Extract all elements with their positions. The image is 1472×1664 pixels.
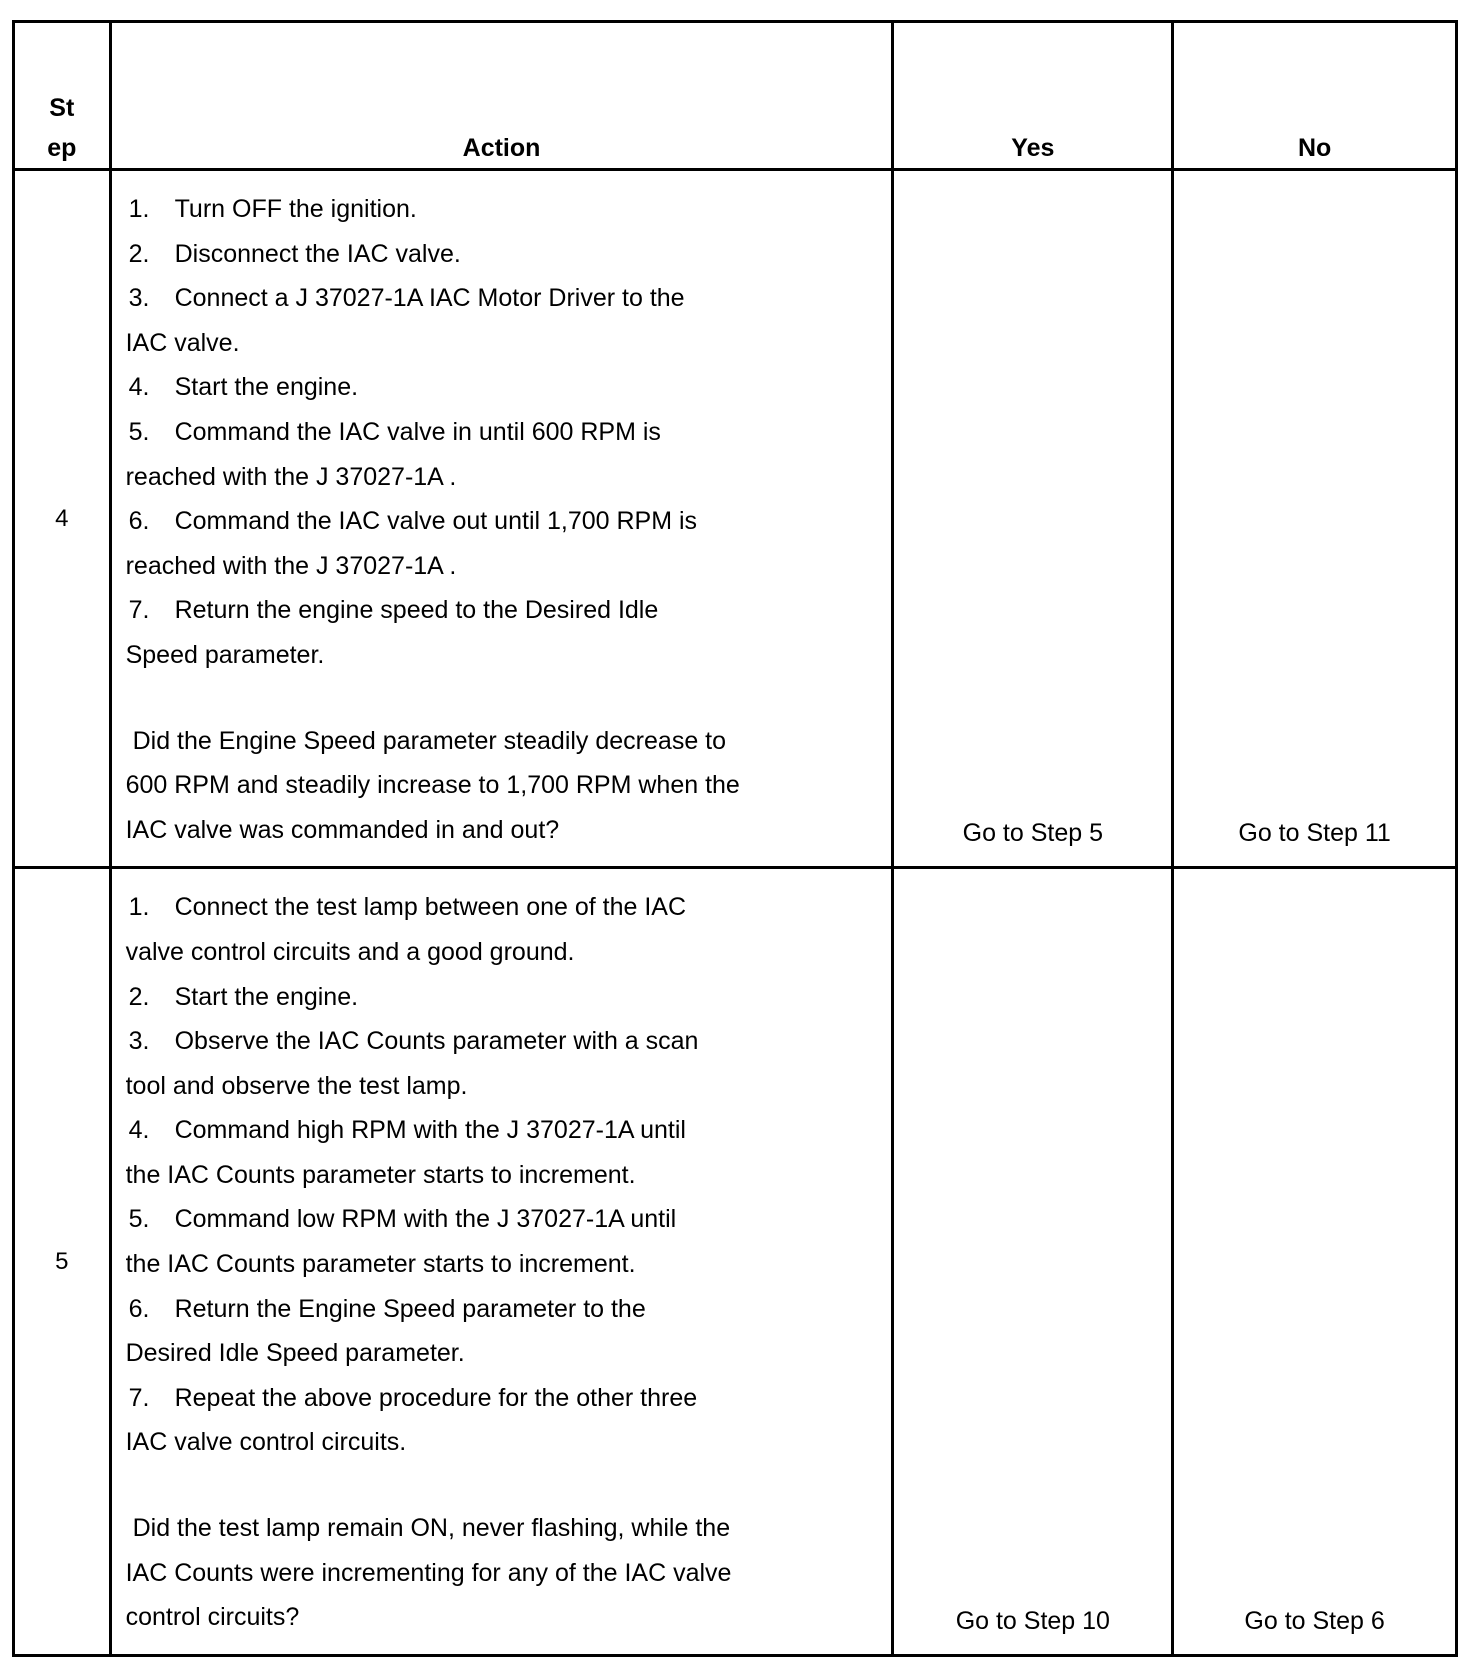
item-text-continued: IAC valve. (125, 328, 240, 357)
step-header-line1: St (49, 94, 75, 122)
list-item (126, 1019, 872, 1108)
item-text-continued: tool and observe the test lamp. (125, 1071, 468, 1100)
question-line: Did the Engine Speed parameter steadily decrease to (132, 726, 727, 755)
step-number: 4 (14, 170, 111, 868)
yes-result: Go to Step 10 (893, 868, 1173, 1656)
item-text: Command the IAC valve in until 600 RPM is (174, 417, 661, 446)
list-item (126, 1108, 872, 1197)
item-number: 2. (128, 239, 150, 268)
action-column-header: Action (110, 22, 893, 170)
item-number: 1. (128, 195, 150, 223)
question-line: IAC Counts were incrementing for any of the IAC valve (125, 1558, 732, 1587)
list-item (126, 187, 872, 232)
question-line: control circuits? (125, 1603, 300, 1632)
item-text-continued: Desired Idle Speed parameter. (125, 1339, 465, 1368)
yes-column-header: Yes (893, 22, 1173, 170)
list-item (126, 232, 872, 277)
question-line: Did the test lamp remain ON, never flashing, while the (132, 1514, 731, 1543)
item-text: Observe the IAC Counts parameter with a scan (174, 1027, 699, 1056)
action-cell (110, 868, 893, 1656)
question-line: IAC valve was commanded in and out? (125, 815, 560, 844)
no-result: Go to Step 6 (1173, 868, 1457, 1656)
item-text: Command high RPM with the J 37027-1A until (174, 1116, 686, 1145)
item-text: Connect a J 37027-1A IAC Motor Driver to the (174, 284, 685, 313)
item-number: 6. (128, 1294, 150, 1323)
item-number: 3. (128, 284, 150, 313)
no-column-header: No (1173, 22, 1457, 170)
item-text: Turn OFF the ignition. (174, 195, 417, 223)
list-item (126, 499, 872, 588)
step-number: 5 (14, 868, 111, 1656)
item-text: Return the Engine Speed parameter to the (174, 1294, 646, 1323)
item-text-continued: valve control circuits and a good ground. (125, 937, 575, 966)
item-text-continued: the IAC Counts parameter starts to increment. (125, 1250, 636, 1279)
item-number: 2. (128, 982, 150, 1011)
step-header-line2: ep (47, 134, 77, 162)
item-text-continued: Speed parameter. (125, 640, 325, 669)
list-item (126, 885, 872, 974)
item-number: 4. (128, 373, 150, 402)
item-text-continued: reached with the J 37027-1A . (125, 462, 457, 491)
item-text: Start the engine. (174, 982, 359, 1011)
item-text: Disconnect the IAC valve. (174, 239, 461, 268)
item-number: 7. (128, 1383, 150, 1412)
item-text: Command low RPM with the J 37027-1A until (174, 1205, 677, 1234)
item-number: 6. (128, 507, 150, 536)
item-text: Repeat the above procedure for the other three (174, 1383, 698, 1412)
item-text: Command the IAC valve out until 1,700 RPM is (174, 507, 698, 536)
question-text (126, 719, 872, 853)
header-row (14, 22, 1457, 170)
list-item (126, 588, 872, 677)
item-text-continued: IAC valve control circuits. (125, 1428, 407, 1457)
list-item (126, 1376, 872, 1465)
item-text-continued: the IAC Counts parameter starts to increment. (125, 1160, 636, 1189)
list-item (126, 975, 872, 1020)
yes-result: Go to Step 5 (893, 170, 1173, 868)
item-text: Start the engine. (174, 373, 359, 402)
question-line: 600 RPM and steadily increase to 1,700 RPM when the (125, 771, 740, 800)
list-item (126, 1197, 872, 1286)
item-text: Return the engine speed to the Desired Idle (174, 596, 659, 625)
question-text (126, 1506, 872, 1640)
item-number: 4. (128, 1116, 150, 1145)
list-item (126, 410, 872, 499)
table-row (14, 170, 1457, 868)
item-number: 1. (128, 893, 150, 922)
item-text: Connect the test lamp between one of the IAC (174, 893, 687, 922)
list-item (126, 276, 872, 365)
item-number: 5. (128, 417, 150, 446)
table-row (14, 868, 1457, 1656)
item-number: 5. (128, 1205, 150, 1234)
list-item (126, 1287, 872, 1376)
action-cell (110, 170, 893, 868)
item-number: 7. (128, 596, 150, 625)
item-text-continued: reached with the J 37027-1A . (125, 551, 457, 580)
item-number: 3. (128, 1027, 150, 1056)
step-column-header (14, 22, 111, 170)
list-item (126, 365, 872, 410)
diagnostic-table (12, 20, 1458, 1657)
no-result: Go to Step 11 (1173, 170, 1457, 868)
